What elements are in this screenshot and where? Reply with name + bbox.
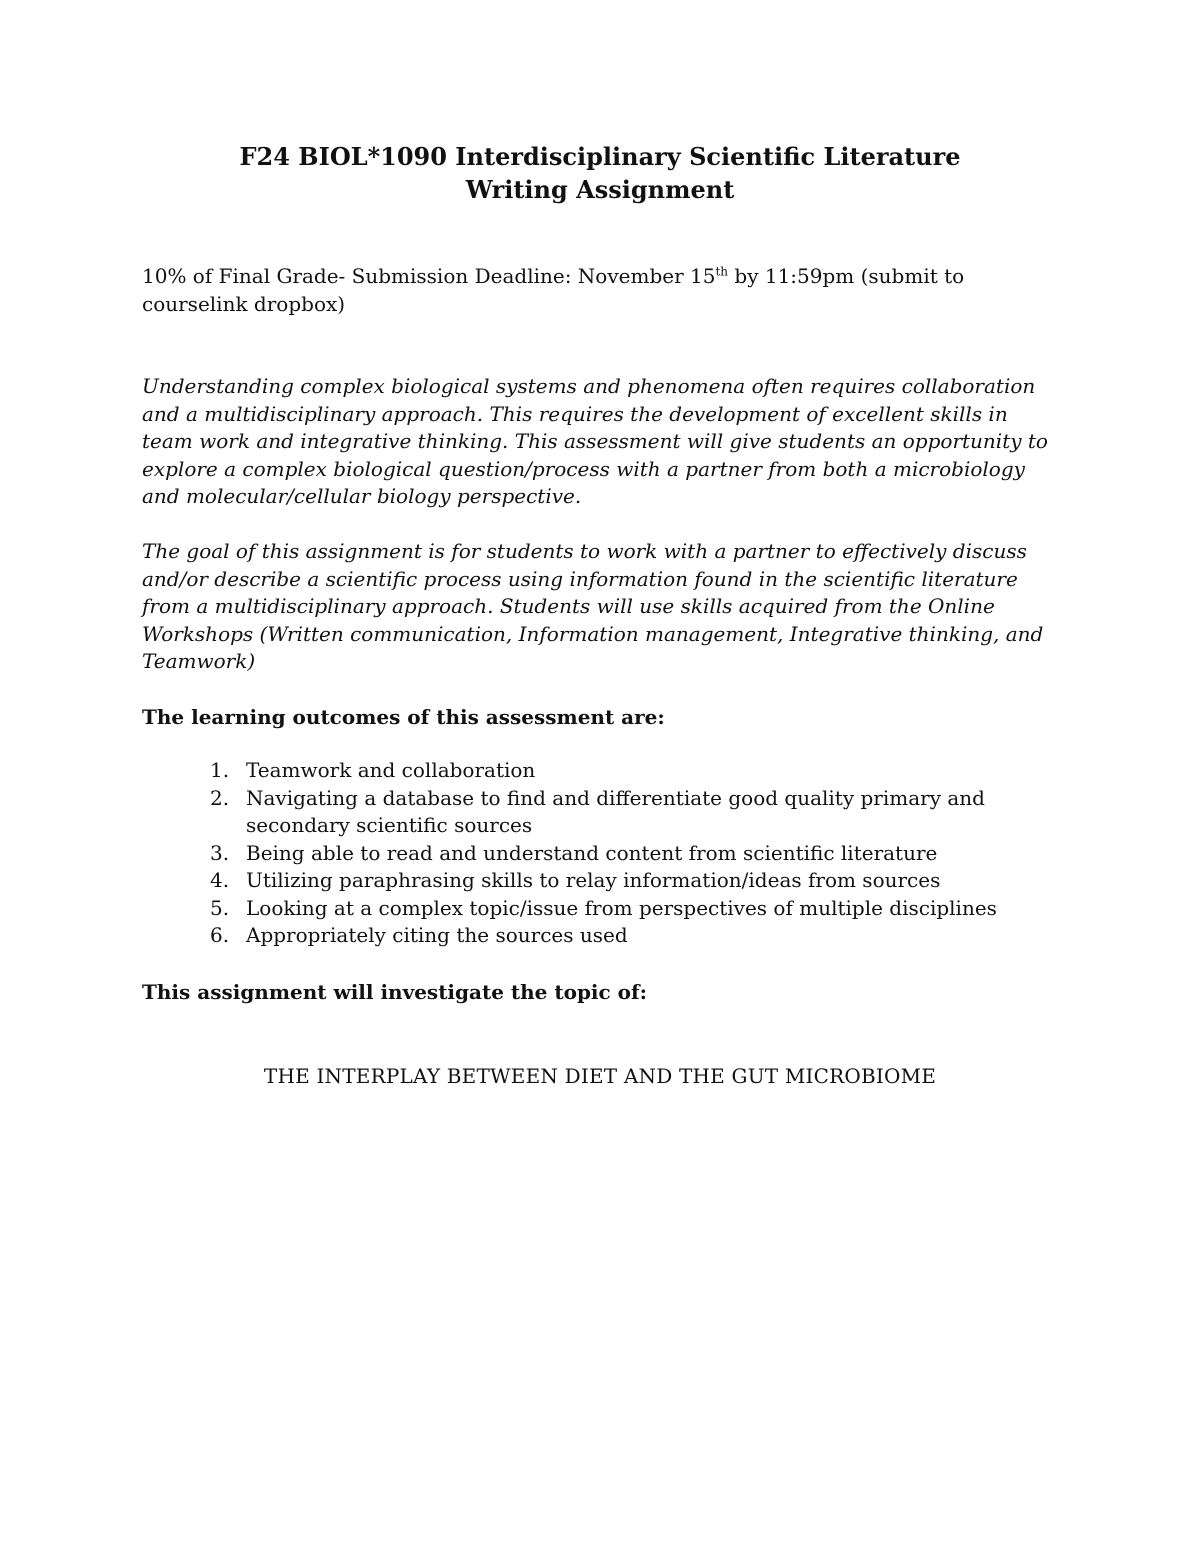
list-item bbox=[190, 785, 1050, 840]
grade-deadline-line bbox=[142, 262, 1042, 318]
ordinal-suffix: th bbox=[715, 264, 729, 279]
title-line-assignment: Writing Assignment bbox=[465, 175, 735, 204]
list-item-number: 1. bbox=[210, 758, 230, 782]
grade-deadline-text: 10% of Final Grade- Submission Deadline: November 15 bbox=[142, 264, 716, 288]
list-item-number: 5. bbox=[210, 895, 230, 920]
list-item-number: 3. bbox=[210, 840, 230, 865]
list-item-number: 2. bbox=[210, 785, 230, 810]
learning-outcomes-list bbox=[190, 757, 1050, 950]
list-item-number: 4. bbox=[210, 868, 230, 892]
list-item-text: Appropriately citing the sources used bbox=[246, 923, 628, 947]
list-item-text: Teamwork and collaboration bbox=[246, 758, 536, 782]
list-item bbox=[190, 867, 1050, 895]
intro-paragraph: Understanding complex biological systems and phenomena often requires collaboration and a multidisciplinary approach. This requires the development of excellent skills in team work and integrative thinking. This assessment will give students an opportunity to explore a complex biological question/process with a partner from both a microbiology and molecular/cellular biology perspective. bbox=[142, 374, 1048, 508]
learning-outcomes-heading: The learning outcomes of this assessment are: bbox=[142, 705, 665, 729]
list-item-text: Navigating a database to find and differentiate good quality primary and secondary scientific sources bbox=[246, 785, 985, 837]
list-item-text: Being able to read and understand content from scientific literature bbox=[246, 840, 938, 865]
list-item bbox=[190, 922, 1050, 950]
list-item-text: Utilizing paraphrasing skills to relay information/ideas from sources bbox=[246, 868, 941, 892]
document-title bbox=[0, 140, 1200, 206]
list-item-text: Looking at a complex topic/issue from perspectives of multiple disciplines bbox=[246, 895, 997, 920]
list-item bbox=[190, 757, 1050, 785]
topic-heading: This assignment will investigate the topic of: bbox=[142, 980, 647, 1004]
list-item-number: 6. bbox=[210, 923, 230, 947]
goal-paragraph: The goal of this assignment is for students to work with a partner to effectively discuss and/or describe a scientific process using information found in the scientific literature from a multidisciplinary approach. Students will use skills acquired from the Online Workshops (Written communication, Information management, Integrative thinking, and Teamwork) bbox=[142, 539, 1044, 673]
topic-title: THE INTERPLAY BETWEEN DIET AND THE GUT MICROBIOME bbox=[263, 1064, 937, 1088]
list-item bbox=[190, 895, 1050, 923]
grade-deadline-rest: by 11:59pm (submit to courselink dropbox) bbox=[142, 264, 965, 316]
title-line-course: F24 BIOL*1090 Interdisciplinary Scientific Literature bbox=[239, 142, 961, 171]
list-item bbox=[190, 840, 1050, 868]
